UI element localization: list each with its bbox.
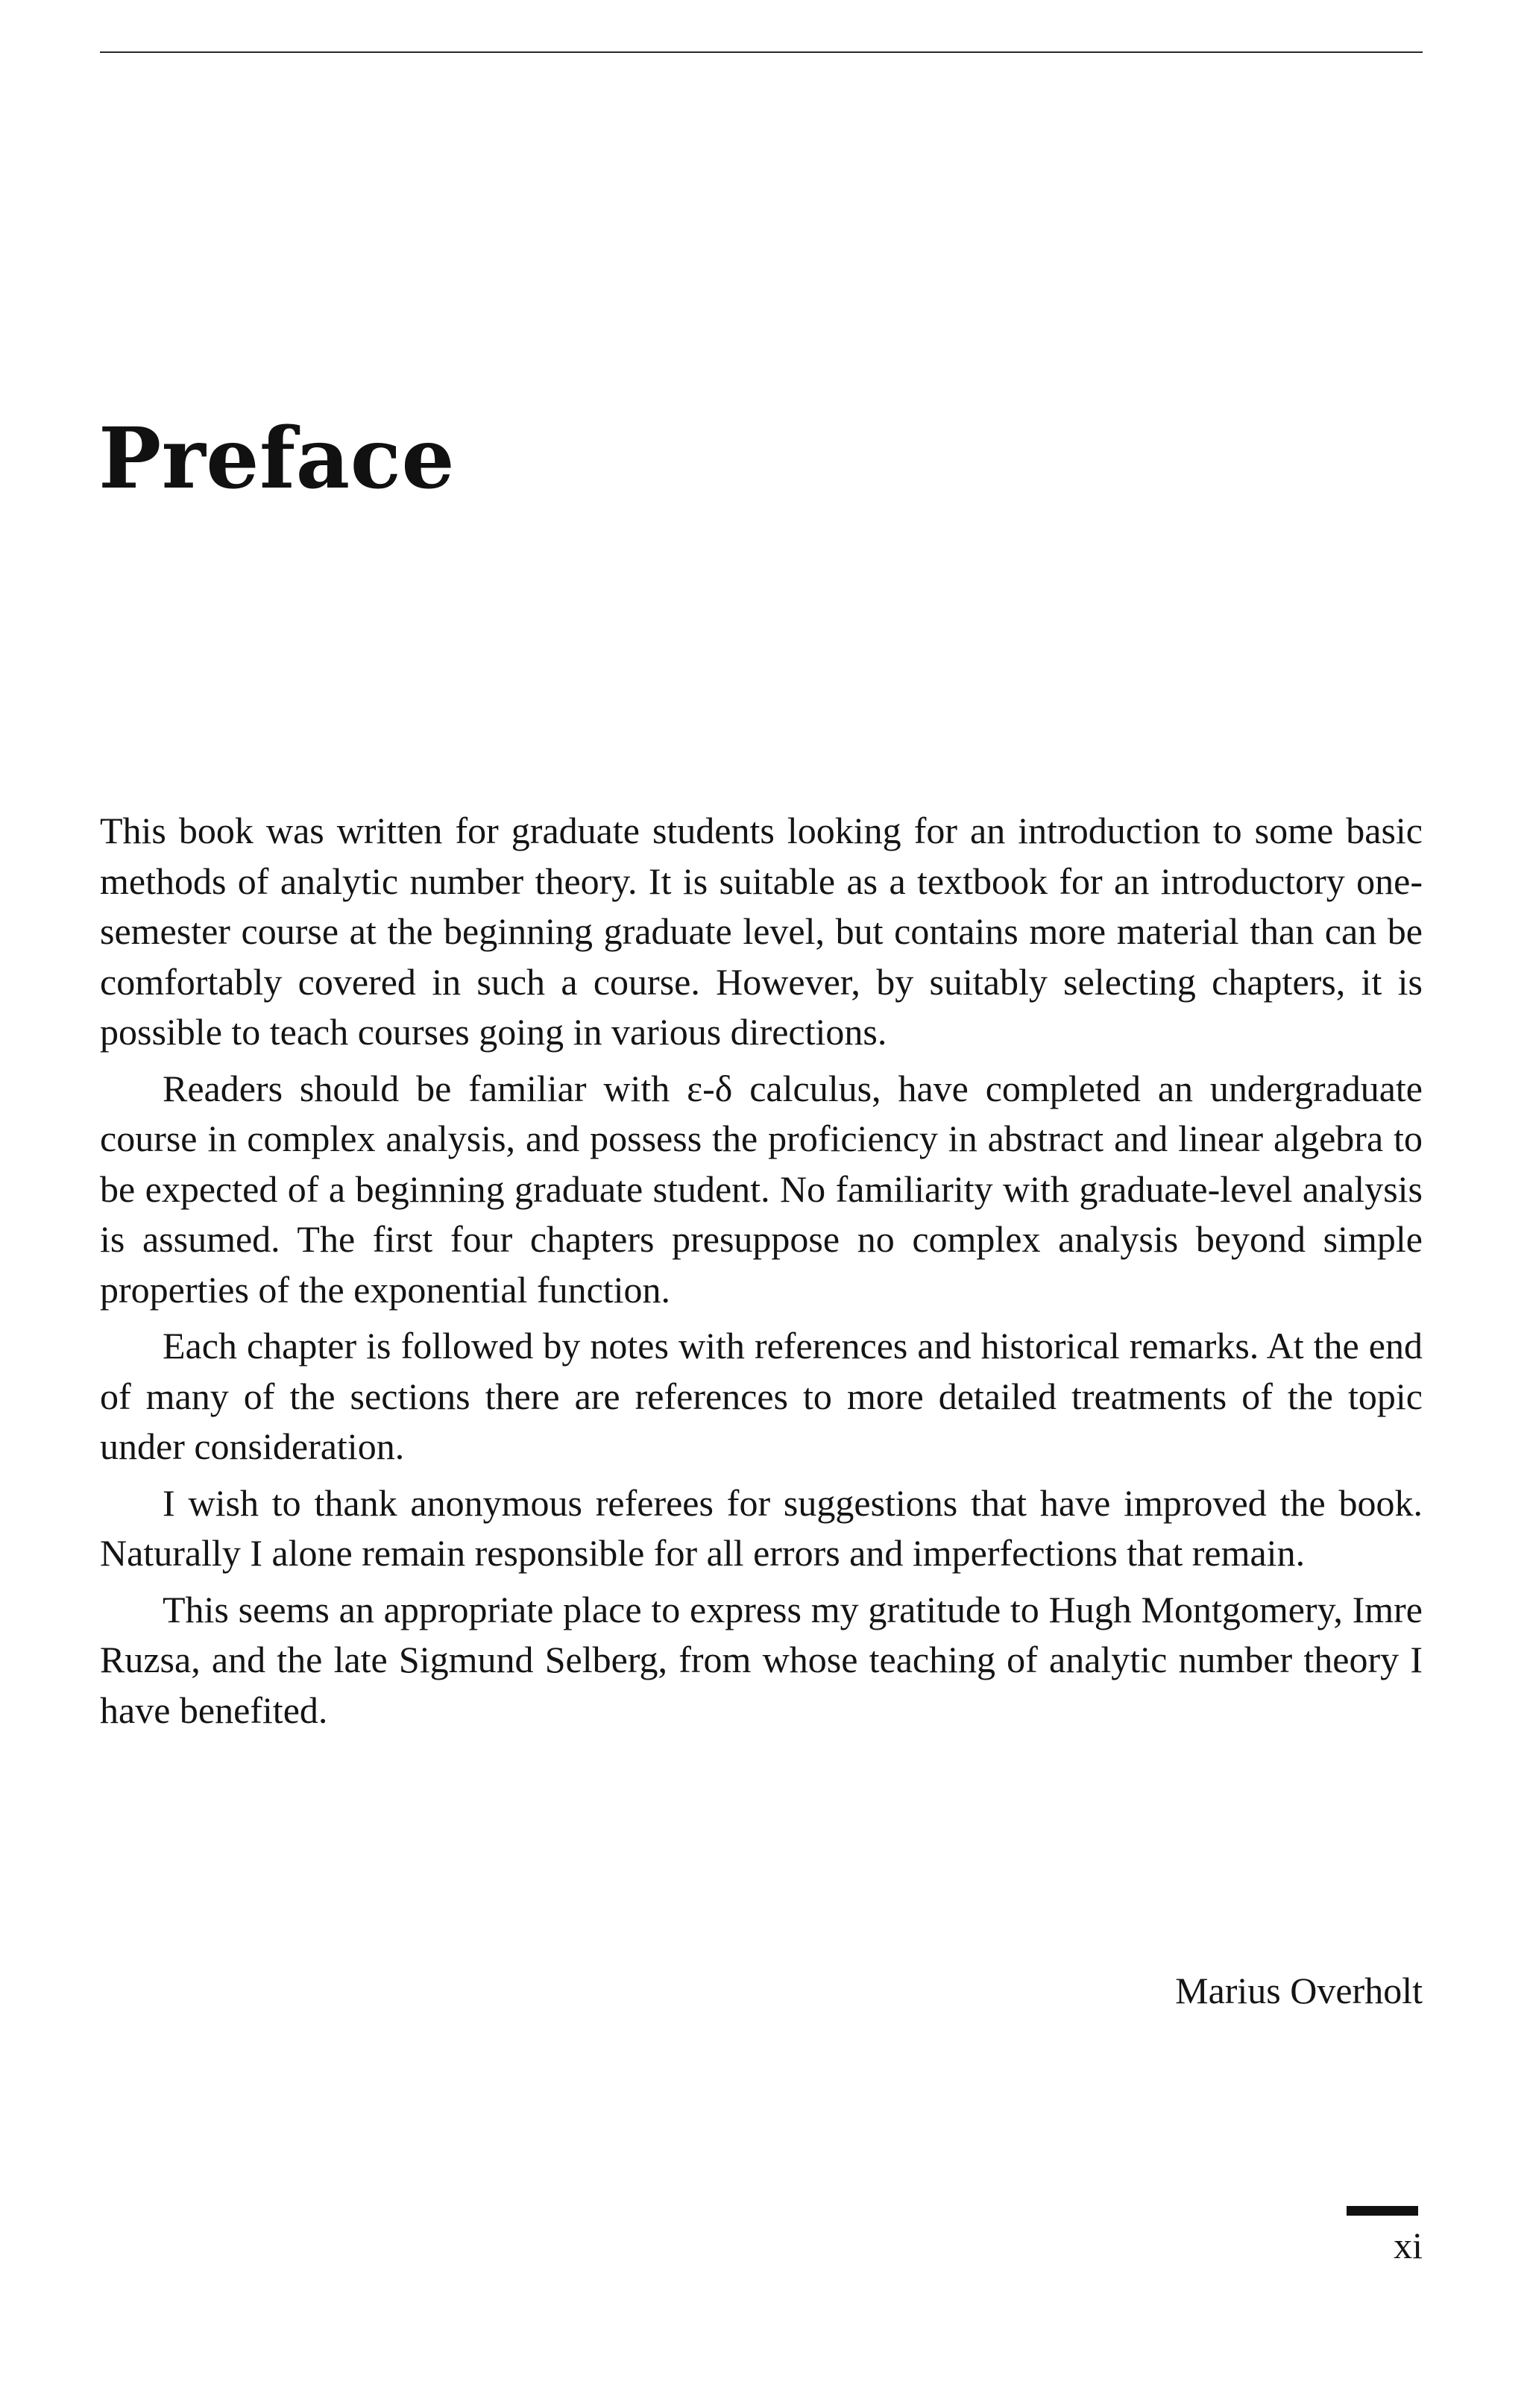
paragraph-prerequisites: Readers should be familiar with ε-δ calculus, have completed an undergraduate course in complex analysis, and possess the proficiency in abstract and linear algebra to be expected of a beginning graduate student. No familiarity with graduate-level analysis is assumed. The first four chapters presuppose no complex analysis beyond simple properties of the exponential function.: [100, 1067, 1423, 1311]
folio-bar: [1347, 2206, 1418, 2216]
author-signature: Marius Overholt: [1175, 1970, 1423, 2011]
page-number: xi: [1394, 2225, 1423, 2266]
paragraph-gratitude: This seems an appropriate place to express my gratitude to Hugh Montgomery, Imre Ruzsa, and the late Sigmund Selberg, from whose teaching of analytic number theory I have benefited.: [100, 1588, 1423, 1731]
paragraph-notes: Each chapter is followed by notes with references and historical remarks. At the end of many of the sections there are references to more detailed treatments of the topic under consideration.: [100, 1325, 1423, 1467]
page-title: Preface: [98, 410, 456, 508]
paragraph-intro: This book was written for graduate students looking for an introduction to some basic methods of analytic number theory. It is suitable as a textbook for an introductory one-semester course at the beginning graduate level, but contains more material than can be comfortably covered in such a course. However, by suitably selecting chapters, it is possible to teach courses going in various directions.: [100, 810, 1423, 1053]
header-rule: [100, 51, 1423, 53]
paragraph-acknowledgments: I wish to thank anonymous referees for suggestions that have improved the book. Naturally I alone remain responsible for all errors and imperfections that remain.: [100, 1481, 1423, 1574]
preface-body: [100, 806, 1423, 1742]
